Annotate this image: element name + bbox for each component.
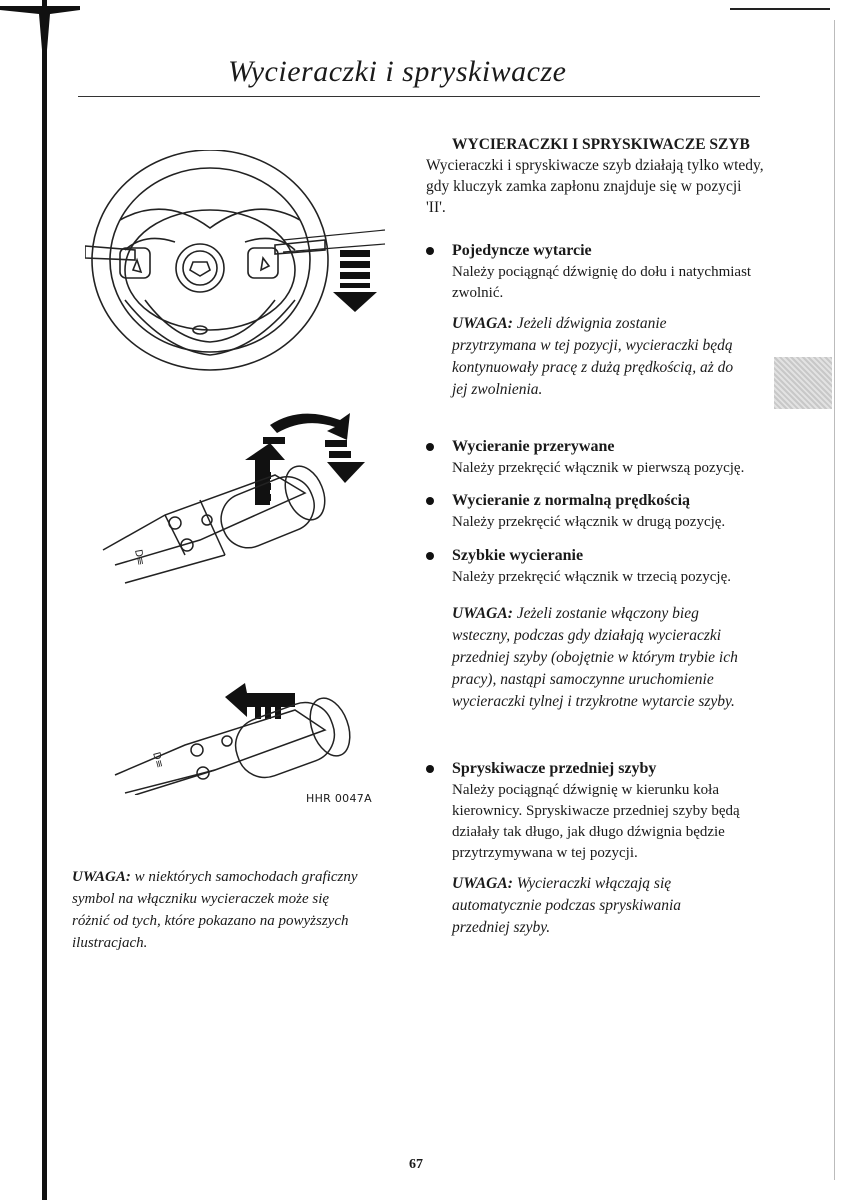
note-label: UWAGA: bbox=[452, 605, 513, 622]
item-body bbox=[452, 567, 782, 588]
page-edge-line bbox=[834, 20, 835, 1180]
steering-wheel-illustration bbox=[85, 150, 405, 385]
note-single-wipe bbox=[452, 313, 772, 401]
note-line: Jeżeli dźwignia zostanie bbox=[516, 315, 667, 332]
page-number: 67 bbox=[409, 1157, 423, 1172]
item-title: Spryskiwacze przedniej szyby bbox=[452, 760, 657, 777]
item-body bbox=[452, 780, 782, 864]
top-rule bbox=[730, 8, 830, 10]
svg-text:D≡: D≡ bbox=[150, 750, 165, 770]
title-underline bbox=[78, 96, 760, 97]
note-line: przytrzymana w tej pozycji, wycieraczki będą bbox=[452, 337, 733, 354]
item-line: Należy pociągnąć dźwignię w kierunku koła bbox=[452, 782, 719, 798]
item-title: Wycieranie przerywane bbox=[452, 438, 615, 455]
item-body bbox=[452, 262, 782, 304]
note-line: ilustracjach. bbox=[72, 935, 148, 951]
item-line: Należy przekręcić włącznik w trzecią pozycję. bbox=[452, 569, 731, 585]
note-line: kontynuowały pracę z dużą prędkością, aż do bbox=[452, 359, 734, 376]
note-washers bbox=[452, 873, 772, 939]
chapter-title: Wycieraczki i spryskiwacze bbox=[228, 55, 567, 88]
note-line: w niektórych samochodach graficzny bbox=[134, 869, 358, 885]
intro-line: 'II'. bbox=[426, 199, 446, 216]
note-label: UWAGA: bbox=[72, 869, 131, 885]
wiper-stalk-rotary-illustration bbox=[95, 405, 375, 595]
bullet-icon bbox=[426, 247, 434, 255]
bullet-icon bbox=[426, 552, 434, 560]
bullet-icon bbox=[426, 765, 434, 773]
item-line: kierownicy. Spryskiwacze przedniej szyby będą bbox=[452, 803, 740, 819]
intro-line: Wycieraczki i spryskiwacze szyb działają tylko wtedy, bbox=[426, 157, 764, 174]
note-reverse-gear bbox=[452, 603, 782, 713]
item-body bbox=[452, 512, 782, 533]
note-line: jej zwolnienia. bbox=[452, 381, 543, 398]
note-line: różnić od tych, które pokazano na powyższych bbox=[72, 913, 349, 929]
page-spine-bar bbox=[42, 0, 47, 1200]
item-title: Szybkie wycieranie bbox=[452, 547, 584, 564]
bullet-icon bbox=[426, 497, 434, 505]
bullet-icon bbox=[426, 443, 434, 451]
item-line: zwolnić. bbox=[452, 285, 504, 301]
section-heading: WYCIERACZKI I SPRYSKIWACZE SZYB bbox=[452, 136, 750, 153]
note-line: przedniej szyby (obojętnie w którym trybie ich bbox=[452, 649, 738, 666]
item-line: przytrzymywana w tej pozycji. bbox=[452, 845, 638, 861]
note-line: przedniej szyby. bbox=[452, 919, 551, 936]
note-line: Jeżeli zostanie włączony bieg bbox=[516, 605, 699, 622]
item-line: Należy przekręcić włącznik w drugą pozycję. bbox=[452, 514, 726, 530]
item-line: Należy pociągnąć dźwignię do dołu i natychmiast bbox=[452, 264, 752, 280]
note-label: UWAGA: bbox=[452, 875, 513, 892]
note-label: UWAGA: bbox=[452, 315, 513, 332]
note-line: symbol na włączniku wycieraczek może się bbox=[72, 891, 330, 907]
item-title: Wycieranie z normalną prędkością bbox=[452, 492, 691, 509]
wiper-stalk-pull-illustration bbox=[95, 675, 365, 795]
note-line: pracy), nastąpi samoczynne uruchomienie bbox=[452, 671, 714, 688]
note-line: Wycieraczki włączają się bbox=[516, 875, 672, 892]
note-line: wycieraczki tylnej i trzykrotne wytarcie szyby. bbox=[452, 693, 735, 710]
chapter-side-tab bbox=[774, 357, 832, 409]
note-symbols bbox=[72, 866, 402, 954]
item-title: Pojedyncze wytarcie bbox=[452, 242, 592, 259]
spine-top-ornament bbox=[0, 0, 80, 50]
item-line: działały tak długo, jak długo dźwignia będzie bbox=[452, 824, 725, 840]
item-body bbox=[452, 458, 782, 479]
svg-text:D≡: D≡ bbox=[132, 548, 146, 567]
section-block bbox=[426, 134, 766, 218]
note-line: wsteczny, podczas gdy działają wycieraczki bbox=[452, 627, 722, 644]
item-line: Należy przekręcić włącznik w pierwszą pozycję. bbox=[452, 460, 745, 476]
note-line: automatycznie podczas spryskiwania bbox=[452, 897, 682, 914]
figure-code: HHR 0047A bbox=[306, 792, 372, 805]
intro-line: gdy kluczyk zamka zapłonu znajduje się w pozycji bbox=[426, 178, 742, 195]
